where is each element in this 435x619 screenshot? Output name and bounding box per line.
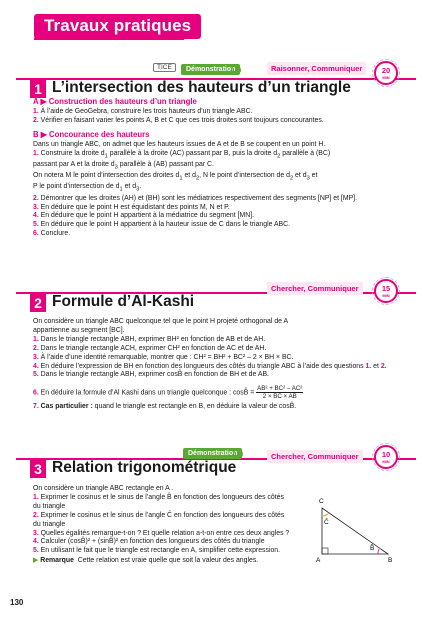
exercise-2-body: On considère un triangle ABC quelconque tel que le point H projeté orthogonal de A appartienne au segment [BC]. 1. Dans le triangle rectangle ABH, exprimer BH² en fonction de AB et de AH. 2. Dans le triangle rectangle ACH, exprimer CH² en fonction de AC et de AH. 3. À l’aide d’une identité remarquable, montrer que : CH² = BH² + BC² – 2 × BH × BC. 4. En déduire l’expression de BH en fonction des longueurs des côtés du triangle ABC à l’aide des questions 1. et 2. 5. Dans le triangle rectangle ABH, exprimer cosB̂ en fonction de BH et de AB. 6. En déduire la formule d’Al Kashi dans un triangle quelconque : cosB̂ = $\frac{\text{AB² + BC² – AC²}}{2 \times BC \times AB}$ 7. Cas particulier : quand le triangle est rectangle en B, en déduire la valeur de cosB̂. (33, 318, 401, 412)
skill-tag: Chercher, Communiquer (267, 450, 363, 463)
question-text: En déduire que le point H est équidistant des points M, N et P. (40, 203, 230, 211)
arrow-icon: ▶ (38, 129, 49, 139)
question-text: P le point d’intersection de $d_1$ et $d_3$. (33, 183, 142, 193)
question-text: Vérifier en faisant varier les points A, B et C que ces trois droites sont toujours concourantes. (40, 116, 324, 124)
exercise-number: 1 (30, 80, 46, 98)
timer-icon (374, 445, 398, 469)
question-text: Dans un triangle ABC, on admet que les hauteurs issues de A et de B se coupent en un point H. (33, 140, 326, 148)
page-number: 130 (10, 598, 24, 607)
question-text: En utilisant le fait que le triangle est rectangle en A, simplifier cette expression. (40, 547, 281, 555)
remark: ▶ Remarque Cette relation est vraie quelle que soit la valeur des angles. (33, 557, 259, 565)
right-angle-marker (322, 548, 328, 554)
timer-value: 20 (381, 66, 391, 75)
exercise-number: 3 (30, 460, 46, 478)
angle-c-label: Ĉ (324, 519, 329, 526)
page-header-title: Travaux pratiques (34, 14, 201, 39)
question-text: 7. Cas particulier : quand le triangle est rectangle en B, en déduire la valeur de cosB̂. (33, 403, 297, 411)
question-text: On notera M le point d’intersection des droites $d_1$ et $d_2$, N le point d’intersection de $d_2$ et $d_3$ et (33, 172, 318, 182)
demonstration-badge: Démonstration (183, 448, 242, 459)
angle-b-label: B̂ (370, 545, 375, 552)
vertex-b-label: B (388, 557, 393, 564)
skill-tag: Chercher, Communiquer (267, 282, 363, 295)
timer-unit: MIN (382, 459, 390, 464)
part-letter: B (33, 129, 39, 139)
question-text: du triangle (33, 502, 66, 510)
demonstration-badge: Démonstration (181, 64, 240, 75)
timer-icon (374, 279, 398, 303)
timer-value: 10 (381, 450, 391, 459)
remark-icon: ▶ (33, 557, 39, 565)
question-text: En déduire que le point H appartient à la médiatrice du segment [MN]. (40, 212, 255, 220)
question-text: Calculer (cosB̂)² + (sinB̂)² en fonction des longueurs des côtés du triangle (40, 538, 265, 546)
exercise-3-body: On considère un triangle ABC rectangle en A . 1. Exprimer le cosinus et le sinus de l’angle B̂ en fonction des longueurs des côtés du triangle 2. Exprimer le cosinus et le sinus de l’angle Ĉ en fonction des longueurs des côtés du triangle 3. Quelles égalités remarque-t-on ? Et quelle relation a-t-on entre ces deux angles ? 4. Calculer (cosB̂)² + (sinB̂)² en fonction des longueurs des côtés du triangle 5. En utilisant le fait que le triangle est rectangle en A, simplifier cette expression. ▶ Remarque Cette relation est vraie quelle que soit la valeur des angles. (33, 485, 303, 566)
exercise-1-body: A ▶ Construction des hauteurs d’un triangle 1. À l’aide de GeoGebra, construire les trois hauteurs d’un triangle ABC. 2. Vérifier en faisant varier les points A, B et C que ces trois droites sont toujours concourantes. B ▶ Concourance des hauteurs Dans un triangle ABC, on admet que les hauteurs issues de A et de B se coupent en un point H. 1. Construire la droite $d_1$ parallèle à la droite (AC) passant par B, puis la droite $d_2$ parallèle à (BC) passant par A et la droite $d_3$ parallèle à (AB) passant par C. On notera M le point d’intersection des droites $d_1$ et $d_2$, N le point d’intersection de $d_2$ et $d_3$ et P le point d’intersection de $d_1$ et $d_3$. 2. Démontrer que les droites (AH) et (BH) sont les médiatrices respectivement des segments [NP] et [MP]. 3. En déduire que le point H est équidistant des points M, N et P. 4. En déduire que le point H appartient à la médiatrice du segment [MN]. 5. En déduire que le point H appartient à la hauteur issue de C dans le triangle ABC. 6. Conclure. (33, 98, 401, 239)
timer-value: 15 (381, 284, 391, 293)
question-number: 1. (33, 107, 39, 115)
exercise-number: 2 (30, 294, 46, 312)
question-text: du triangle (33, 520, 66, 528)
question-text: On considère un triangle ABC rectangle en A . (33, 485, 174, 492)
tice-badge: TICE (153, 63, 176, 72)
demonstration-icon (233, 449, 243, 459)
exercise-title: Formule d’Al-Kashi (52, 293, 195, 310)
question-text: Conclure. (40, 230, 71, 238)
demonstration-icon (231, 65, 241, 75)
timer-unit: MIN (382, 293, 390, 298)
triangle-abc (322, 508, 388, 554)
question-text: Dans le triangle rectangle ABH, exprimer BH² en fonction de AB et de AH. (40, 335, 266, 343)
question-text: Dans le triangle rectangle ACH, exprimer CH² en fonction de AC et de AH. (40, 344, 267, 352)
part-title: Construction des hauteurs d’un triangle (48, 97, 197, 106)
exercise-title: L’intersection des hauteurs d’un triangle (52, 79, 351, 96)
question-text: 1. Construire la droite $d_1$ parallèle à la droite (AC) passant par B, puis la droite $d_2$ parallèle à (BC) (33, 149, 331, 159)
skill-tag: Raisonner, Communiquer (267, 62, 366, 75)
question-text: 4. En déduire l’expression de BH en fonction des longueurs des côtés du triangle ABC à l’aide des questions 1. et 2. (33, 362, 387, 370)
timer-unit: MIN (382, 75, 390, 80)
exercise-title: Relation trigonométrique (52, 459, 237, 476)
angle-b-arc (378, 549, 379, 554)
part-title: Concourance des hauteurs (48, 129, 150, 139)
question-text: À l’aide d’une identité remarquable, montrer que : CH² = BH² + BC² – 2 × BH × BC. (40, 353, 294, 361)
question-text: 6. En déduire la formule d’Al Kashi dans un triangle quelconque : cosB̂ = $\frac{\text{AB² + BC² – AC²}}{2 \times BC \times AB}$ (33, 385, 303, 401)
question-text: Démontrer que les droites (AH) et (BH) sont les médiatrices respectivement des segments [NP] et [MP]. (40, 194, 357, 202)
question-text: Exprimer le cosinus et le sinus de l’angle Ĉ en fonction des longueurs des côtés (40, 511, 285, 519)
vertex-a-label: A (316, 557, 321, 564)
part-letter: A (33, 97, 39, 106)
question-text: Exprimer le cosinus et le sinus de l’angle B̂ en fonction des longueurs des côtés (40, 493, 284, 501)
question-text: À l’aide de GeoGebra, construire les trois hauteurs d’un triangle ABC. (40, 107, 253, 115)
question-text: passant par A et la droite $d_3$ parallèle à (AB) passant par C. (33, 160, 214, 171)
arrow-icon: ▶ (38, 97, 49, 106)
vertex-c-label: C (319, 498, 324, 505)
header-underline (34, 38, 184, 40)
al-kashi-fraction: $\frac{\text{AB² + BC² – AC²}}{2 \times BC \times AB}$ (257, 385, 303, 401)
timer-icon (374, 61, 398, 85)
question-text: Dans le triangle rectangle ABH, exprimer cosB̂ en fonction de BH et de AB. (40, 371, 269, 379)
right-triangle-figure (310, 492, 400, 564)
question-text: appartienne au segment [BC]. (33, 326, 125, 334)
question-text: En déduire que le point H appartient à la hauteur issue de C dans le triangle ABC. (40, 221, 291, 229)
question-text: Quelles égalités remarque-t-on ? Et quelle relation a-t-on entre ces deux angles ? (40, 529, 290, 537)
angle-c-arc (322, 513, 329, 516)
question-text: On considère un triangle ABC quelconque tel que le point H projeté orthogonal de A (33, 318, 289, 325)
question-number: 2. (33, 116, 39, 124)
